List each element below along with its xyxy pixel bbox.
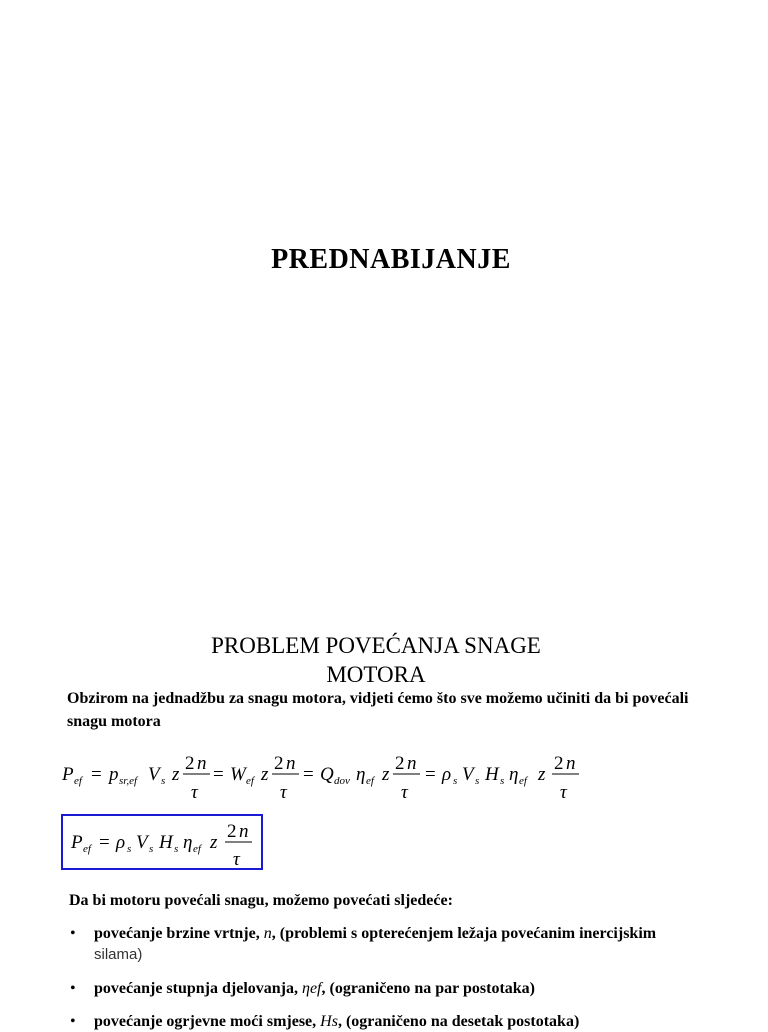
svg-text:z: z bbox=[538, 764, 546, 785]
svg-text:P: P bbox=[71, 832, 83, 853]
svg-text:η: η bbox=[183, 832, 193, 853]
svg-text:H: H bbox=[485, 764, 499, 785]
section-heading-line2: MOTORA bbox=[326, 662, 426, 687]
svg-text:τ: τ bbox=[560, 782, 567, 803]
svg-text:=: = bbox=[213, 764, 224, 785]
svg-text:=: = bbox=[425, 764, 436, 785]
options-lead: Da bi motoru povećali snagu, možemo povećati sljedeće: bbox=[69, 892, 453, 909]
svg-text:s: s bbox=[161, 775, 166, 787]
svg-text:V: V bbox=[148, 764, 160, 785]
svg-text:s: s bbox=[149, 843, 154, 855]
svg-text:s: s bbox=[475, 775, 480, 787]
bullet-text: povećanje brzine vrtnje, bbox=[94, 925, 264, 942]
section-heading bbox=[0, 631, 752, 689]
svg-text:n: n bbox=[566, 753, 576, 774]
svg-text:V: V bbox=[136, 832, 148, 853]
svg-text:2: 2 bbox=[274, 753, 284, 774]
svg-text:dov: dov bbox=[334, 775, 350, 787]
intro-paragraph: Obzirom na jednadžbu za snagu motora, vidjeti ćemo što sve možemo učiniti da bi povećali snagu motora bbox=[67, 690, 689, 730]
svg-text:n: n bbox=[407, 753, 417, 774]
svg-text:τ: τ bbox=[191, 782, 198, 803]
bullet-symbol: ηef bbox=[302, 980, 322, 997]
section-heading-line1: PROBLEM POVEĆANJA SNAGE bbox=[211, 633, 541, 658]
svg-text:τ: τ bbox=[280, 782, 287, 803]
svg-text:V: V bbox=[462, 764, 474, 785]
svg-text:p: p bbox=[109, 764, 119, 785]
svg-text:2: 2 bbox=[554, 753, 564, 774]
svg-text:z: z bbox=[261, 764, 269, 785]
bullet-note: , (ograničeno na desetak postotaka) bbox=[337, 1013, 580, 1030]
bullet-symbol: n bbox=[263, 925, 272, 942]
svg-text:τ: τ bbox=[401, 782, 408, 803]
svg-text:ef: ef bbox=[193, 843, 201, 855]
svg-text:Q: Q bbox=[320, 764, 334, 785]
bullet-note: , (ograničeno na par postotaka) bbox=[321, 980, 535, 997]
svg-text:η: η bbox=[509, 764, 519, 785]
bullet-glyph: • bbox=[70, 925, 76, 942]
bullet-note: , (problemi s opterećenjem ležaja povećanim inercijskim bbox=[271, 925, 657, 942]
bullet-glyph: • bbox=[70, 1013, 76, 1030]
svg-text:2: 2 bbox=[395, 753, 405, 774]
bullet-symbol: Hs bbox=[320, 1013, 338, 1030]
boxed-equation-formula bbox=[69, 818, 259, 868]
svg-text:n: n bbox=[239, 821, 249, 842]
power-equation-formula bbox=[60, 749, 590, 805]
svg-text:n: n bbox=[286, 753, 296, 774]
svg-text:sr,ef: sr,ef bbox=[119, 775, 138, 787]
svg-text:ef: ef bbox=[74, 775, 82, 787]
svg-text:s: s bbox=[453, 775, 458, 787]
svg-text:ef: ef bbox=[519, 775, 527, 787]
svg-text:z: z bbox=[172, 764, 180, 785]
svg-text:ef: ef bbox=[246, 775, 254, 787]
bullet-glyph: • bbox=[70, 980, 76, 997]
boxed-power-equation bbox=[61, 814, 263, 870]
svg-text:τ: τ bbox=[233, 849, 240, 868]
svg-text:2: 2 bbox=[185, 753, 195, 774]
svg-text:z: z bbox=[210, 832, 218, 853]
bullet-continuation: silama) bbox=[94, 946, 143, 963]
bullet-text: povećanje ogrjevne moći smjese, bbox=[94, 1013, 321, 1030]
svg-text:W: W bbox=[230, 764, 246, 785]
svg-text:=: = bbox=[99, 832, 110, 853]
svg-text:ρ: ρ bbox=[116, 832, 126, 853]
bullet-text: povećanje stupnja djelovanja, bbox=[94, 980, 303, 997]
slide-title: PREDNABIJANJE bbox=[271, 244, 511, 275]
svg-text:ρ: ρ bbox=[442, 764, 452, 785]
svg-text:s: s bbox=[174, 843, 179, 855]
svg-text:z: z bbox=[382, 764, 390, 785]
svg-text:2: 2 bbox=[227, 821, 237, 842]
power-equation bbox=[60, 749, 590, 810]
svg-text:η: η bbox=[356, 764, 366, 785]
svg-text:s: s bbox=[127, 843, 132, 855]
svg-text:P: P bbox=[62, 764, 74, 785]
svg-text:H: H bbox=[159, 832, 173, 853]
svg-text:=: = bbox=[91, 764, 102, 785]
svg-text:s: s bbox=[500, 775, 505, 787]
svg-text:ef: ef bbox=[83, 843, 91, 855]
svg-text:=: = bbox=[303, 764, 314, 785]
svg-text:ef: ef bbox=[366, 775, 374, 787]
svg-text:n: n bbox=[197, 753, 207, 774]
